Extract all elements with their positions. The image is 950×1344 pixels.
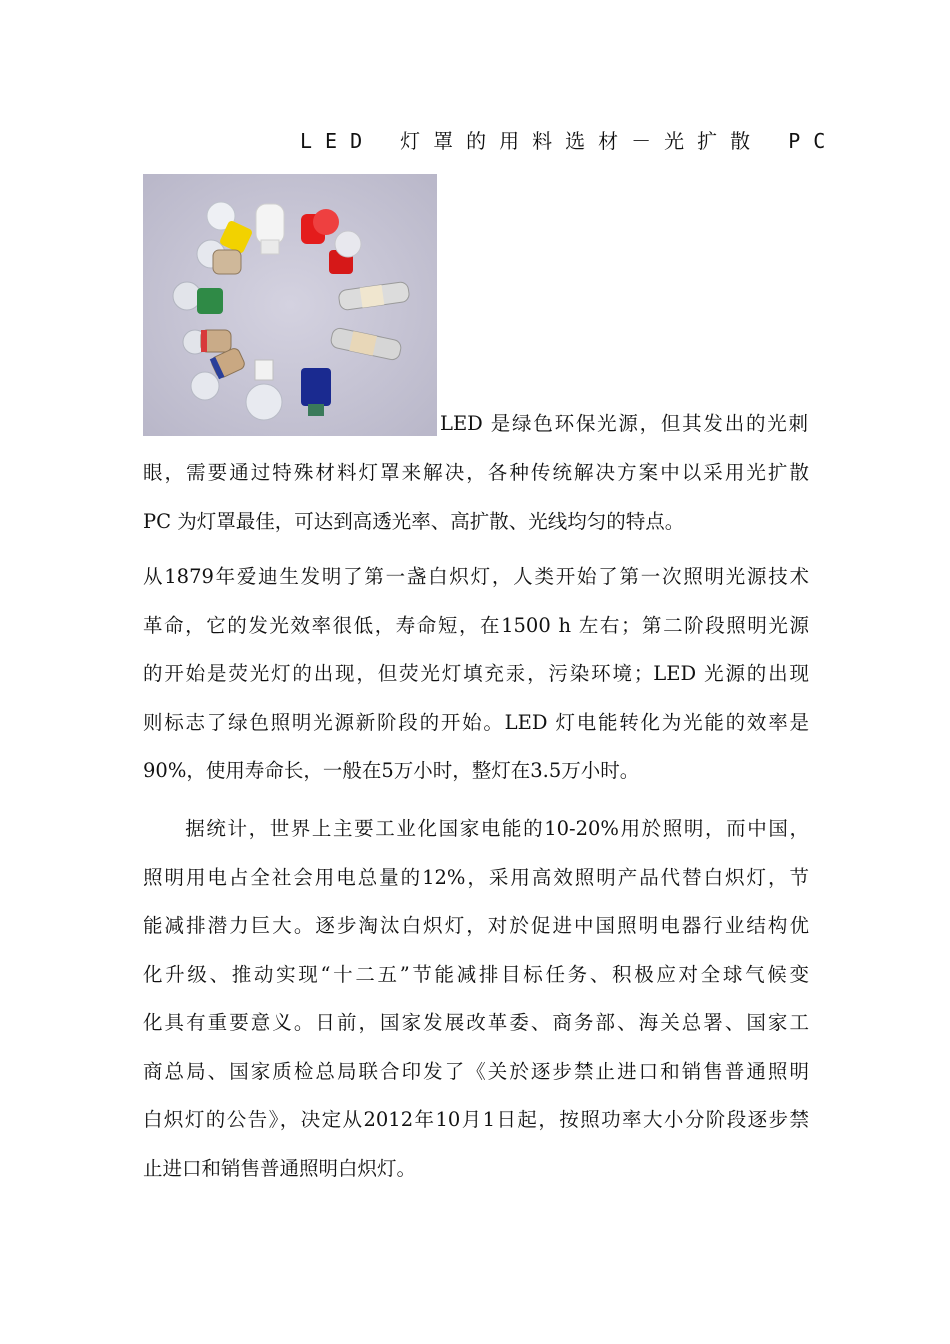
paragraph-1-line-1: LED 是绿色环保光源，但其发出的光刺 [440,412,808,435]
paragraph-3-line-1: 据统计，世界上主要工业化国家电能的10-20%用於照明，而中国， [143,817,809,840]
paragraph-2-line-3: 的开始是荧光灯的出现，但荧光灯填充汞，污染环境；LED 光源的出现 [143,662,809,685]
paragraph-2-line-5: 90%，使用寿命长，一般在5万小时，整灯在3.5万小时。 [143,759,640,782]
paragraph-3-line-7: 白炽灯的公告》，决定从2012年10月1日起，按照功率大小分阶段逐步禁 [143,1108,809,1131]
paragraph-3 [143,805,809,1193]
led-bulbs-photo-icon [143,174,437,436]
led-bulbs-figure [143,174,437,436]
paragraph-3-line-5: 化具有重要意义。日前，国家发展改革委、商务部、海关总署、国家工 [143,1011,809,1034]
paragraph-1 [143,449,809,546]
paragraph-1-line-2: 眼，需要通过特殊材料灯罩来解决，各种传统解决方案中以采用光扩散 [143,461,809,484]
paragraph-3-line-3: 能减排潜力巨大。逐步淘汰白炽灯，对於促进中国照明电器行业结构优 [143,914,809,937]
paragraph-1-line-3: PC 为灯罩最佳，可达到高透光率、高扩散、光线均匀的特点。 [143,509,685,533]
paragraph-3-line-8: 止进口和销售普通照明白炽灯。 [143,1156,417,1180]
document-title: LED 灯罩的用料选材－光扩散 PC [300,129,839,153]
paragraph-2 [143,553,809,796]
paragraph-2-line-4: 则标志了绿色照明光源新阶段的开始。LED 灯电能转化为光能的效率是 [143,710,809,734]
paragraph-2-line-1: 从1879年爱迪生发明了第一盏白炽灯，人类开始了第一次照明光源技术 [143,565,809,588]
paragraph-3-line-4: 化升级、推动实现“十二五”节能减排目标任务、积极应对全球气候变 [143,962,809,986]
paragraph-3-line-6: 商总局、国家质检总局联合印发了《关於逐步禁止进口和销售普通照明 [143,1059,809,1083]
paragraph-3-line-2: 照明用电占全社会用电总量的12%，采用高效照明产品代替白炽灯，节 [143,865,809,889]
paragraph-2-line-2: 革命，它的发光效率很低，寿命短，在1500 h 左右；第二阶段照明光源 [143,613,809,637]
red-base-bulb-icon [183,330,231,354]
